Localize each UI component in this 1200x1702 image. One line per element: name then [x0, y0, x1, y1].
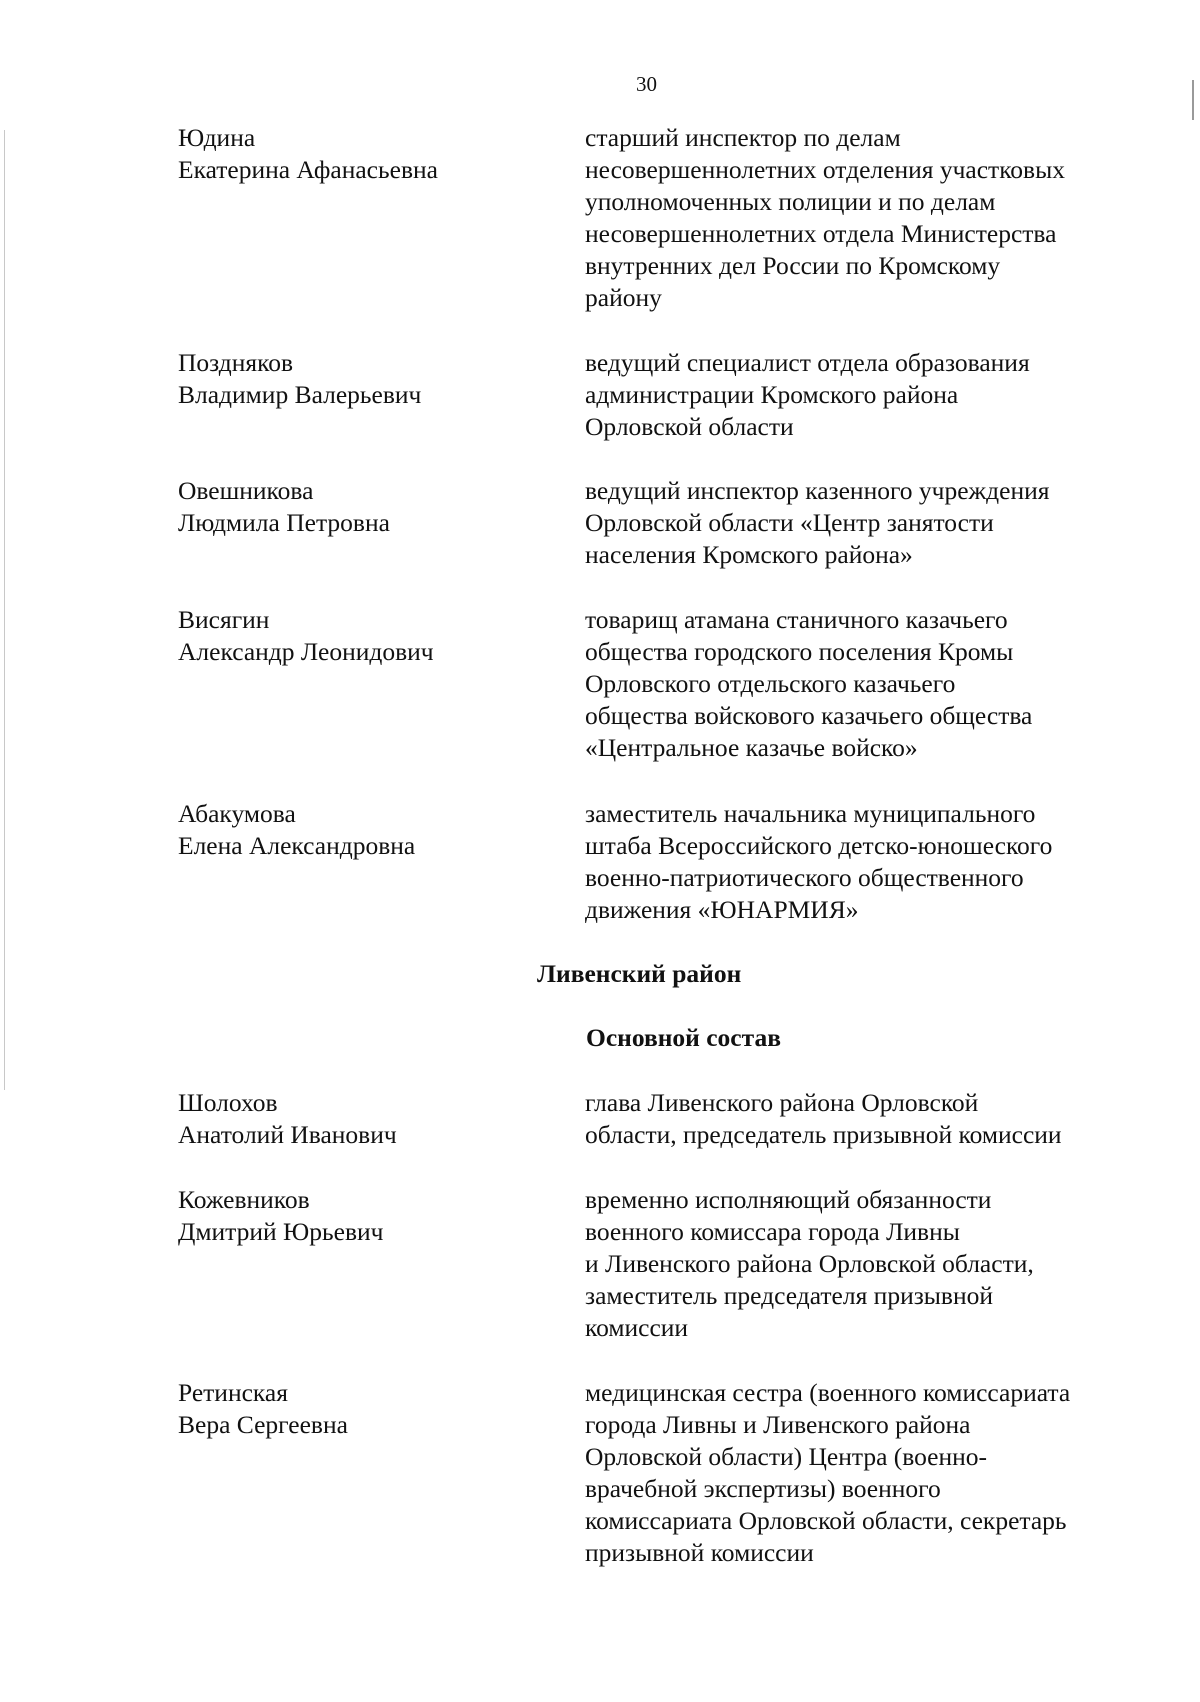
surname: Овешникова: [178, 476, 314, 505]
member-name: [178, 1184, 558, 1248]
position-line: населения Кромского района»: [585, 540, 913, 569]
position-line: Орловской области «Центр занятости: [585, 508, 994, 537]
member-name: [178, 475, 558, 539]
given-names: Екатерина Афанасьевна: [178, 155, 438, 184]
surname: Юдина: [178, 123, 256, 152]
member-name: [178, 347, 558, 411]
member-position: [585, 122, 1145, 314]
position-line: Орловской области) Центра (военно-: [585, 1442, 988, 1471]
position-line: заместитель начальника муниципального: [585, 799, 1036, 828]
position-line: комиссариата Орловской области, секретарь: [585, 1506, 1067, 1535]
surname: Ретинская: [178, 1378, 288, 1407]
page-number: 30: [636, 72, 657, 96]
position-line: и Ливенского района Орловской области,: [585, 1249, 1034, 1278]
subsection-heading: Основной состав: [586, 1023, 781, 1052]
position-line: Орловской области: [585, 412, 794, 441]
position-line: движения «ЮНАРМИЯ»: [585, 895, 859, 924]
position-line: администрации Кромского района: [585, 380, 959, 409]
position-line: военного комиссара города Ливны: [585, 1217, 960, 1246]
position-line: медицинская сестра (военного комиссариата: [585, 1378, 1071, 1407]
surname: Кожевников: [178, 1185, 310, 1214]
position-line: области, председатель призывной комиссии: [585, 1120, 1062, 1149]
given-names: Владимир Валерьевич: [178, 380, 422, 409]
member-position: [585, 1377, 1145, 1569]
surname: Висягин: [178, 605, 270, 634]
district-heading: Ливенский район: [537, 959, 742, 988]
surname: Шолохов: [178, 1088, 278, 1117]
position-line: несовершеннолетних отдела Министерства: [585, 219, 1057, 248]
given-names: Дмитрий Юрьевич: [178, 1217, 384, 1246]
position-line: товарищ атамана станичного казачьего: [585, 605, 1008, 634]
position-line: старший инспектор по делам: [585, 123, 901, 152]
member-position: [585, 604, 1145, 764]
position-line: заместитель председателя призывной: [585, 1281, 993, 1310]
given-names: Вера Сергеевна: [178, 1410, 348, 1439]
member-position: [585, 475, 1145, 571]
position-line: уполномоченных полиции и по делам: [585, 187, 996, 216]
position-line: общества войскового казачьего общества: [585, 701, 1033, 730]
given-names: Людмила Петровна: [178, 508, 390, 537]
position-line: общества городского поселения Кромы: [585, 637, 1014, 666]
position-line: ведущий инспектор казенного учреждения: [585, 476, 1050, 505]
position-line: глава Ливенского района Орловской: [585, 1088, 979, 1117]
member-position: [585, 1184, 1145, 1344]
position-line: внутренних дел России по Кромскому: [585, 251, 1001, 280]
member-name: [178, 604, 558, 668]
member-name: [178, 798, 558, 862]
position-line: военно-патриотического общественного: [585, 863, 1024, 892]
given-names: Елена Александровна: [178, 831, 416, 860]
position-line: призывной комиссии: [585, 1538, 814, 1567]
given-names: Анатолий Иванович: [178, 1120, 397, 1149]
scan-margin-line-right: [1192, 80, 1194, 120]
member-name: [178, 1087, 558, 1151]
position-line: Орловского отдельского казачьего: [585, 669, 956, 698]
member-position: [585, 798, 1145, 926]
position-line: врачебной экспертизы) военного: [585, 1474, 941, 1503]
member-name: [178, 1377, 558, 1441]
position-line: временно исполняющий обязанности: [585, 1185, 992, 1214]
position-line: комиссии: [585, 1313, 689, 1342]
surname: Поздняков: [178, 348, 294, 377]
member-position: [585, 347, 1145, 443]
position-line: ведущий специалист отдела образования: [585, 348, 1030, 377]
position-line: города Ливны и Ливенского района: [585, 1410, 971, 1439]
scan-margin-line: [4, 130, 5, 1090]
position-line: району: [585, 283, 662, 312]
position-line: штаба Всероссийского детско-юношеского: [585, 831, 1053, 860]
position-line: «Центральное казачье войско»: [585, 733, 918, 762]
member-name: [178, 122, 558, 186]
surname: Абакумова: [178, 799, 296, 828]
given-names: Александр Леонидович: [178, 637, 434, 666]
position-line: несовершеннолетних отделения участковых: [585, 155, 1065, 184]
member-position: [585, 1087, 1145, 1151]
